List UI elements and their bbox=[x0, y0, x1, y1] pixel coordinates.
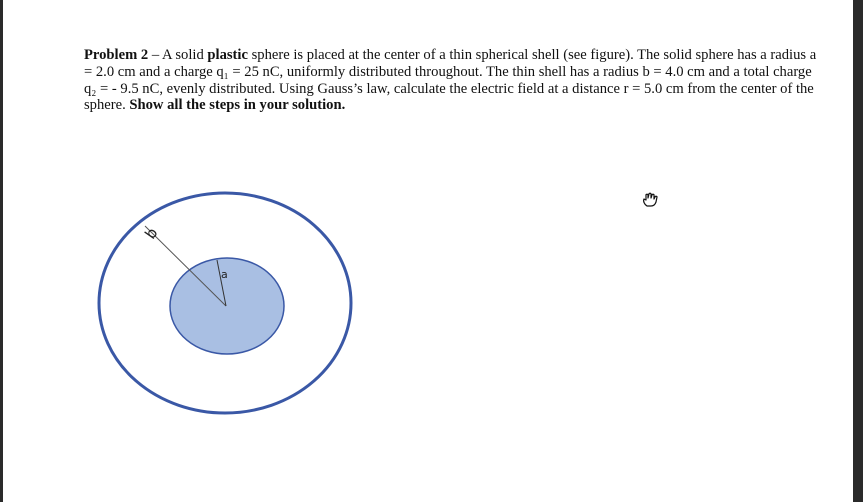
problem-dash: – bbox=[148, 47, 162, 63]
left-frame-edge bbox=[0, 0, 3, 502]
problem-label: Problem 2 bbox=[84, 47, 149, 63]
label-a: a bbox=[221, 268, 228, 281]
problem-paragraph bbox=[84, 47, 819, 114]
problem-statement bbox=[84, 47, 819, 114]
concentric-spheres-figure bbox=[95, 186, 360, 426]
problem-text-body: sphere is placed at the center of a thin spherical shell (see figure). The solid sphere has a radius a = 2.0 cm and a charge q₁ = 25 nC, uniformly distributed throughout. The thin shell has a radius b = 4.0 cm and a total charge q₂ = - 9.5 nC, evenly distributed. Using Gauss’s law, calculate the electric field at a distance r = 5.0 cm from the center of the sphere. bbox=[84, 47, 817, 114]
hand-pointer-icon bbox=[640, 190, 660, 210]
right-frame-edge bbox=[853, 0, 863, 502]
problem-emphasis: plastic bbox=[207, 47, 248, 63]
problem-text-start: A solid bbox=[161, 47, 208, 63]
label-b: b bbox=[141, 224, 162, 243]
problem-instruction: Show all the steps in your solution. bbox=[129, 97, 346, 114]
